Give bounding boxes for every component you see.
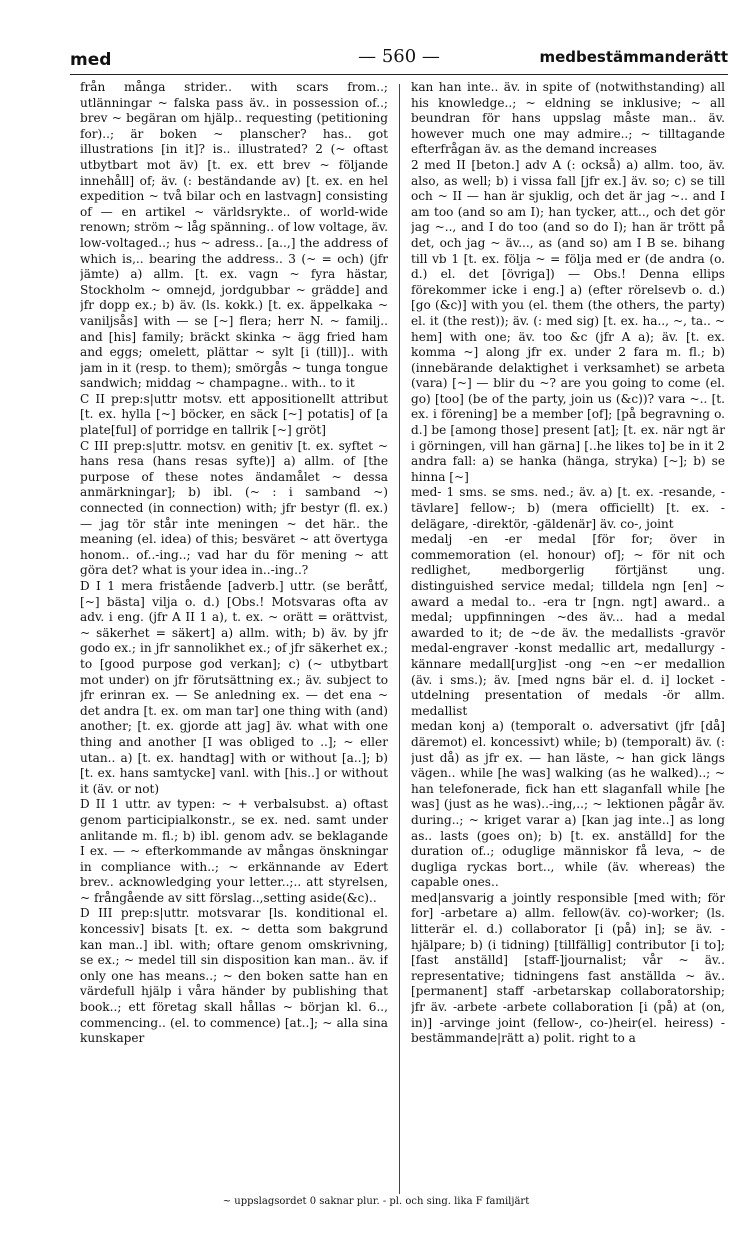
right-guide-word: medbestämmanderätt (539, 48, 728, 66)
entry-paragraph: 2 med II [beton.] adv A (: också) a) allm. too, äv. also, as well; b) i vissa fall [jfr ex.] äv. so; c) se till och ~ II — han är sjuklig, och det är jag ~.. and I am too (and so am I); han tycker, att.., och det gör jag ~.., and I do too (and so do I); han är trött på det, och jag ~ äv..., as (and so) am I B se. bihang till vb 1 [t. ex. följa ~ = följa med er (de andra (o. d.) el. det [övriga]) — Obs.! Denna ellips förekommer icke i eng.] a) (efter rörelsevb o. d.) [go (&c)] with you (el. them (the others, the party) el. it (the rest)); äv. (: med sig) [t. ex. ha.., ~, ta.. ~ hem] with one; äv. too &c (jfr A a); äv. [t. ex. komma ~] along jfr ex. under 2 fara m. fl.; b) (innebärande delaktighet i verksamhet) se arbeta (vara) [~] — blir du ~? are you going to come (el. go) [too] (be of the party, join us (&c))? vara ~.. [t. ex. i förening] be a member [of]; [på begravning o. d.] be [among those] present [at]; [t. ex. när ngt är i görningen, vill han gärna] [..he likes to] be in it 2 andra fall: a) se hanka (hänga, stryka) [~]; b) se hinna [~] (411, 157, 725, 484)
entry-paragraph: medalj -en -er medal [för for; över in commemoration (el. honour) of]; ~ för nit och redlighet, medborgerlig förtjänst ung. distinguished service medal; tilldela ngn [en] ~ award a medal to.. -era tr [ngn. ngt] award.. a medal; uppfinningen ~des äv... had a medal awarded to it; de ~de äv. the medallists -gravör medal-engraver -konst medallic art, medallurgy -kännare medall[urg]ist -ong ~en ~er medallion (äv. i sms.); äv. [med ngns bär el. d. i] locket -utdelning presentation of medals -ör allm. medallist (411, 532, 725, 718)
entry-paragraph: C II prep:s|uttr motsv. ett appositionellt attribut [t. ex. hylla [~] böcker, en säck [~] potatis] of [a plate[ful] of porridge en tallrik [~] gröt] (80, 391, 388, 438)
left-guide-word: med (70, 50, 112, 70)
entry-paragraph: med|ansvarig a jointly responsible [med with; för for] -arbetare a) allm. fellow(äv. co)-worker; (ls. litterär el. d.) collaborator [i (på) in]; se äv. -hjälpare; b) (i tidning) [tillfällig] contributor [i to]; [fast anställd] [staff-]journalist; vår ~ äv.. representative; tidningens fast anställda ~ äv.. [permanent] staff -arbetarskap collaboratorship; jfr äv. -arbete -arbete collaboration [i (på) at (on, in)] -arvinge joint (fellow-, co-)heir(el. heiress) -bestämmande|rätt a) polit. right to a (411, 890, 725, 1046)
entry-paragraph: D I 1 mera fristående [adverb.] uttr. (se beråtť, [~] bästa] vilja o. d.) [Obs.! Motsvaras ofta av adv. i eng. (jfr A II 1 a), t. ex. ~ orätt = orättvist, ~ säkerhet = säkert] a) allm. with; b) äv. by jfr godo ex.; in jfr sannolikhet ex.; of jfr säkerhet ex.; to [good purpose god verkan]; c) (~ utbytbart mot under) on jfr förutsättning ex.; äv. subject to jfr erinran ex. — Se anledning ex. — det ena ~ det andra [t. ex. om man tar] one thing with (and) another; [t. ex. gjorde att jag] äv. what with one thing and another [I was obliged to ..]; ~ eller utan.. a) [t. ex. handtag] with or without [a..]; b) [t. ex. hans samtycke] vanl. with [his..] or without it (äv. or not) (80, 579, 388, 796)
entry-paragraph: från många strider.. with scars from..; utlänningar ~ falska pass äv.. in possession of..; brev ~ begäran om hjälp.. requesting (petitioning for)..; är boken ~ planscher? has.. got illustrations [in it]? is.. illustrated? 2 (~ oftast utbytbart mot äv) [t. ex. ett brev ~ följande innehåll] of; äv. (: beständande av) [t. ex. en hel expedition ~ två bilar och en lastvagn] consisting of — en artikel ~ världsrykte.. of world-wide renown; ström ~ låg spänning.. of low voltage, äv. low-voltaged..; hus ~ adress.. [a..,] the address of which is,.. bearing the address.. 3 (~ = och) (jfr jämte) a) allm. [t. ex. vagn ~ fyra hästar, Stockholm ~ omnejd, jordgubbar ~ grädde] and jfr dopp ex.; b) äv. (ls. kokk.) [t. ex. äppelkaka ~ vaniljsås] with — se [~] flera; herr N. ~ familj.. and [his] family; bräckt skinka ~ ägg fried ham and eggs; omelett, plättar ~ sylt [i (till)].. with jam in it (resp. to them); smörgås ~ tunga tongue sandwich; middag ~ champagne.. with.. to it (80, 80, 388, 391)
page-header (70, 44, 728, 75)
entry-paragraph: kan han inte.. äv. in spite of (notwithstanding) all his knowledge..; ~ eldning se inklusive; ~ all beundran för hans uppslag måste man.. äv. however much one may admire..; ~ tilltagande efterfrågan äv. as the demand increases (411, 80, 725, 157)
column-divider (399, 84, 400, 1194)
page-number: — 560 — (358, 46, 440, 67)
entry-paragraph: medan konj a) (temporalt o. adversativt (jfr [då] däremot) el. koncessivt) while; b) (temporalt) äv. (: just då) as jfr ex. — han läste, ~ han gick längs vägen.. while [he was] walking (as he walked)..; ~ han telefonerade, fick han ett slaganfall while [he was] (just as he was)..-ing,..; ~ lektionen pågår äv. during..; ~ kriget varar a) [kan jag inte..] as long as.. lasts (goes on); b) [t. ex. anställd] for the duration of..; oduglige människor få leva, ~ de dugliga ryckas bort.., while (äv. whereas) the capable ones.. (411, 719, 725, 890)
right-column (411, 80, 725, 1180)
entry-paragraph: C III prep:s|uttr. motsv. en genitiv [t. ex. syftet ~ hans resa (hans resas syfte)] a) allm. of [the purpose of these notes ändamålet ~ dessa anmärkningar]; b) ibl. (~ : i samband ~) connected (in connection) with; jfr bestyr (fl. ex.) — jag tör står inte meningen ~ det här.. the meaning (el. idea) of this; besväret ~ att övertyga honom.. of..-ing..; vad har du för mening ~ att göra det? what is your idea in..-ing..? (80, 438, 388, 578)
entry-paragraph: med- 1 sms. se sms. ned.; äv. a) [t. ex. -resande, -tävlare] fellow-; b) (mera officiellt) [t. ex. -delägare, -direktör, -gäldenär] äv. co-, joint (411, 485, 725, 531)
entry-paragraph: D III prep:s|uttr. motsvarar [ls. konditional el. koncessiv] bisats [t. ex. ~ detta som bakgrund kan man..] ibl. with; oftare genom omskrivning, se ex.; ~ medel till sin disposition kan man.. äv. if only one has means..; ~ den boken satte han en värdefull hjälp i våra händer by publishing that book..; ett företag skall hållas ~ början kl. 6.., commencing.. (el. to commence) [at..]; ~ alla sina kunskaper (80, 906, 388, 1046)
left-column (80, 80, 388, 1180)
entry-paragraph: D II 1 uttr. av typen: ~ + verbalsubst. a) oftast genom participialkonstr., se ex. ned. samt under anlitande m. fl.; b) ibl. genom adv. se beklagande I ex. — ~ efterkommande av mångas önskningar in compliance with..; ~ erkännande av Edert brev.. acknowledging your letter..;.. att styrelsen, ~ frångående av sitt förslag..,setting aside(&c).. (80, 797, 388, 905)
footnote-legend: ~ uppslagsordet 0 saknar plur. - pl. och sing. lika F familjärt (222, 1196, 530, 1207)
